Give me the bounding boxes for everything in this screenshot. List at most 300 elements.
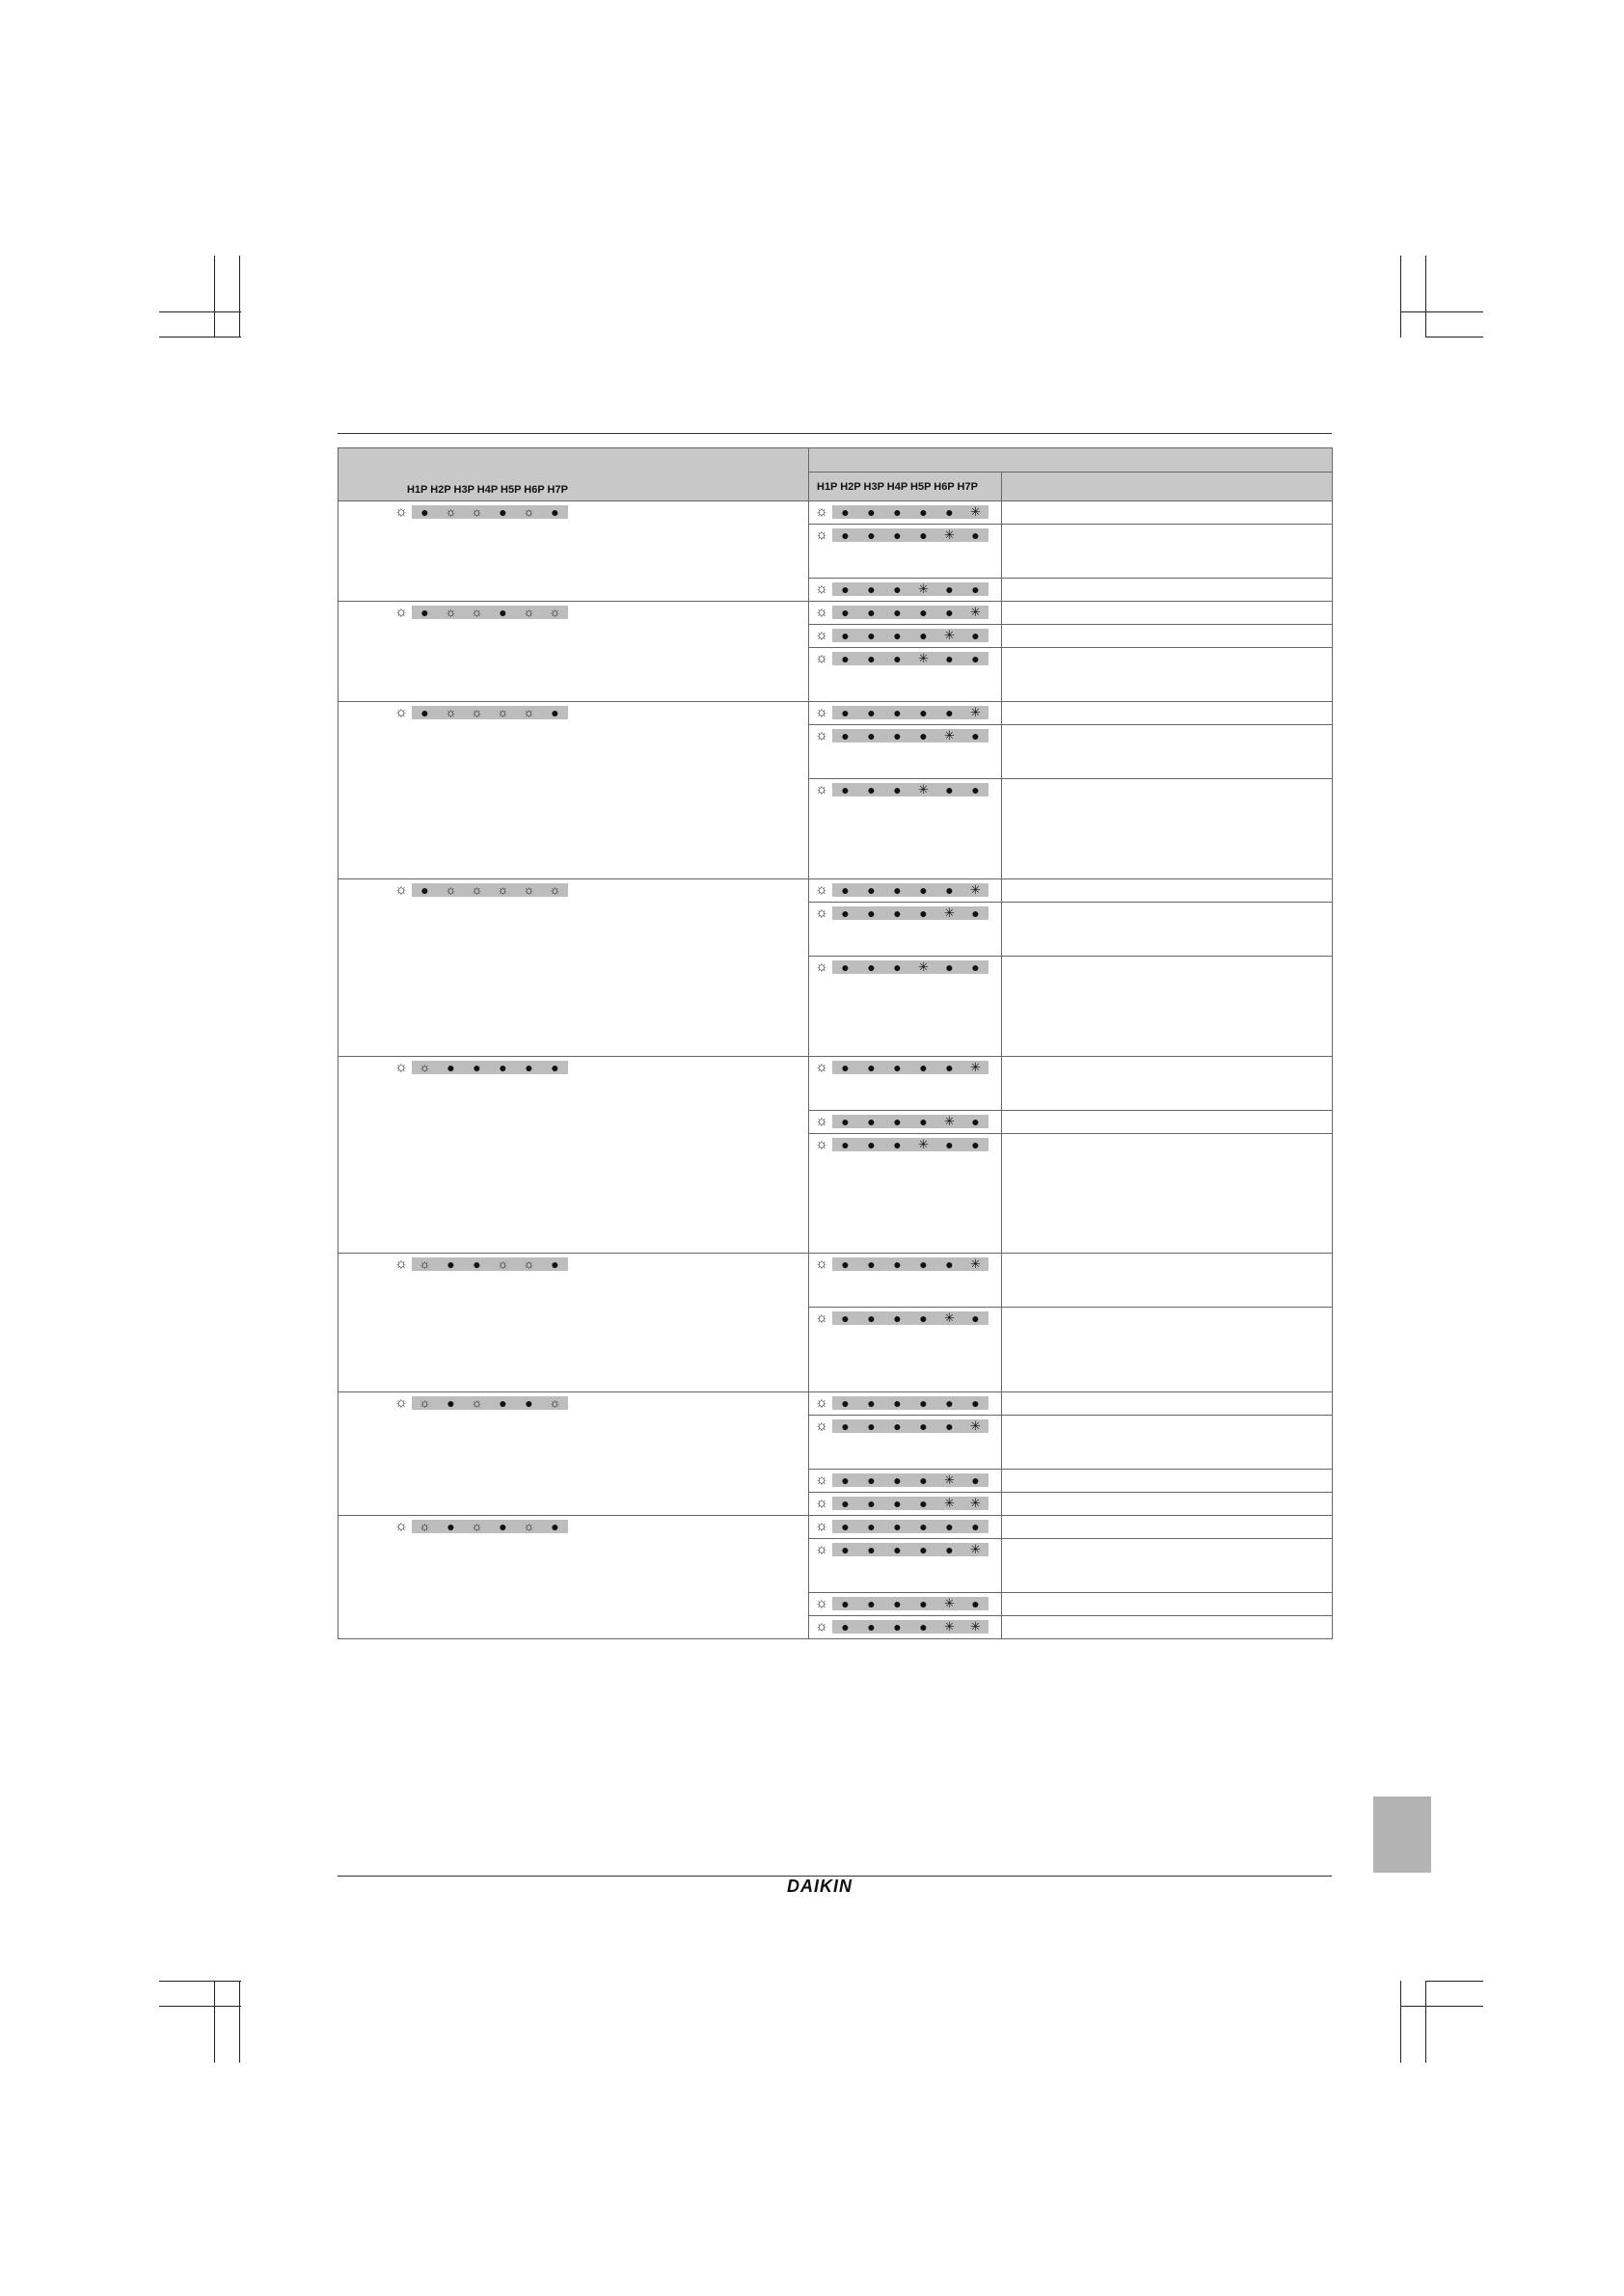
led-pattern — [338, 606, 808, 619]
dot-icon: ● — [945, 581, 954, 597]
description-cell — [1002, 625, 1333, 648]
main-led-cell — [338, 602, 809, 702]
flash-icon: ✳ — [944, 628, 955, 642]
sun-icon: ☼ — [394, 1059, 408, 1075]
led-bar — [412, 1061, 568, 1074]
led-bar — [412, 1396, 568, 1410]
flash-icon: ✳ — [944, 527, 955, 542]
flash-icon: ✳ — [970, 605, 981, 619]
sub-led-cell — [809, 1616, 1002, 1639]
led-pattern — [338, 883, 808, 897]
led-bar — [832, 783, 988, 797]
sun-icon: ☼ — [815, 627, 828, 643]
dot-icon: ● — [841, 905, 850, 921]
flash-icon: ✳ — [970, 1619, 981, 1634]
crop-mark — [1400, 256, 1401, 338]
dot-icon: ● — [945, 504, 954, 520]
dot-icon: ● — [919, 527, 928, 543]
dot-icon: ● — [971, 959, 980, 975]
flash-icon: ✳ — [918, 959, 929, 974]
dot-icon: ● — [841, 504, 850, 520]
led-bar — [832, 1061, 988, 1074]
description-cell — [1002, 1539, 1333, 1593]
dot-icon: ● — [841, 882, 850, 898]
flash-icon: ✳ — [944, 1619, 955, 1634]
dot-icon: ● — [945, 782, 954, 797]
sun-icon: ☼ — [523, 705, 535, 719]
description-cell — [1002, 1057, 1333, 1111]
led-bar — [832, 1497, 988, 1510]
sun-icon: ☼ — [815, 650, 828, 666]
led-pattern — [809, 1061, 1001, 1074]
dot-icon: ● — [971, 581, 980, 597]
led-pattern — [809, 1311, 1001, 1325]
crop-mark — [1425, 256, 1426, 338]
description-cell — [1002, 702, 1333, 725]
dot-icon: ● — [893, 1542, 902, 1557]
dot-icon: ● — [499, 504, 507, 520]
dot-icon: ● — [971, 905, 980, 921]
dot-icon: ● — [551, 1256, 559, 1272]
led-bar — [412, 1257, 568, 1271]
dot-icon: ● — [919, 1114, 928, 1129]
flash-icon: ✳ — [944, 905, 955, 920]
sun-icon: ☼ — [815, 604, 828, 620]
dot-icon: ● — [841, 1519, 850, 1534]
led-pattern — [809, 960, 1001, 974]
crop-mark — [1400, 311, 1483, 312]
dot-icon: ● — [893, 1596, 902, 1611]
sun-icon: ☼ — [394, 704, 408, 720]
led-pattern — [809, 582, 1001, 596]
led-bar — [832, 883, 988, 897]
flash-icon: ✳ — [918, 651, 929, 665]
dot-icon: ● — [893, 1519, 902, 1534]
dot-icon: ● — [919, 504, 928, 520]
led-bar — [412, 883, 568, 897]
dot-icon: ● — [867, 959, 876, 975]
sun-icon: ☼ — [815, 1618, 828, 1634]
led-bar — [832, 729, 988, 743]
flash-icon: ✳ — [970, 882, 981, 897]
crop-mark — [1400, 1981, 1401, 2063]
dot-icon: ● — [893, 882, 902, 898]
description-cell — [1002, 1134, 1333, 1254]
led-pattern — [809, 1620, 1001, 1634]
sun-icon: ☼ — [549, 882, 561, 897]
dot-icon: ● — [893, 605, 902, 620]
dot-icon: ● — [841, 728, 850, 743]
table-row — [338, 1057, 1333, 1111]
dot-icon: ● — [971, 628, 980, 643]
led-pattern — [809, 1419, 1001, 1433]
sun-icon: ☼ — [471, 882, 483, 897]
sun-icon: ☼ — [815, 727, 828, 743]
sun-icon: ☼ — [549, 605, 561, 619]
daikin-logo: DAIKIN — [787, 1877, 853, 1896]
dot-icon: ● — [841, 605, 850, 620]
dot-icon: ● — [893, 527, 902, 543]
sun-icon: ☼ — [445, 705, 457, 719]
crop-mark — [239, 1981, 240, 2063]
led-labels-sub: H1P H2P H3P H4P H5P H6P H7P — [817, 480, 978, 493]
led-status-table — [338, 447, 1333, 1639]
dot-icon: ● — [841, 628, 850, 643]
dot-icon: ● — [919, 1619, 928, 1634]
crop-mark — [214, 256, 215, 338]
led-pattern — [338, 1257, 808, 1271]
sun-icon: ☼ — [523, 504, 535, 519]
dot-icon: ● — [841, 1060, 850, 1075]
crop-mark — [1425, 1981, 1426, 2063]
sub-led-cell — [809, 903, 1002, 957]
dot-icon: ● — [893, 651, 902, 666]
dot-icon: ● — [420, 504, 429, 520]
crop-mark — [1425, 337, 1483, 338]
sun-icon: ☼ — [419, 1519, 431, 1533]
dot-icon: ● — [919, 1418, 928, 1434]
dot-icon: ● — [867, 1542, 876, 1557]
led-bar — [832, 505, 988, 519]
dot-icon: ● — [841, 1114, 850, 1129]
dot-icon: ● — [447, 1519, 455, 1534]
sub-led-cell — [809, 1308, 1002, 1392]
dot-icon: ● — [867, 628, 876, 643]
sun-icon: ☼ — [394, 1394, 408, 1411]
dot-icon: ● — [893, 1060, 902, 1075]
dot-icon: ● — [919, 882, 928, 898]
dot-icon: ● — [919, 728, 928, 743]
table-row — [338, 879, 1333, 903]
description-cell — [1002, 779, 1333, 879]
dot-icon: ● — [420, 882, 429, 898]
dot-icon: ● — [893, 1619, 902, 1634]
led-pattern — [338, 1396, 808, 1410]
table-row — [338, 1392, 1333, 1416]
dot-icon: ● — [841, 1310, 850, 1326]
dot-icon: ● — [971, 1596, 980, 1611]
led-bar — [832, 1520, 988, 1533]
dot-icon: ● — [945, 1542, 954, 1557]
description-cell — [1002, 1616, 1333, 1639]
led-pattern — [809, 706, 1001, 719]
sun-icon: ☼ — [815, 1495, 828, 1511]
sun-icon: ☼ — [523, 1256, 535, 1271]
sun-icon: ☼ — [549, 1395, 561, 1410]
sun-icon: ☼ — [815, 704, 828, 720]
dot-icon: ● — [919, 605, 928, 620]
sun-icon: ☼ — [815, 1472, 828, 1488]
sub-led-cell — [809, 1593, 1002, 1616]
dot-icon: ● — [841, 1496, 850, 1511]
dot-icon: ● — [551, 705, 559, 720]
led-bar — [412, 606, 568, 619]
led-bar — [412, 505, 568, 519]
dot-icon: ● — [893, 705, 902, 720]
dot-icon: ● — [945, 1418, 954, 1434]
crop-mark — [159, 2006, 241, 2007]
sun-icon: ☼ — [497, 882, 509, 897]
sun-icon: ☼ — [471, 1519, 483, 1533]
table-row — [338, 702, 1333, 725]
led-bar — [412, 1520, 568, 1533]
chapter-tab — [1373, 1796, 1431, 1873]
sun-icon: ☼ — [471, 705, 483, 719]
dot-icon: ● — [867, 882, 876, 898]
sun-icon: ☼ — [445, 882, 457, 897]
dot-icon: ● — [473, 1060, 481, 1075]
led-pattern — [809, 883, 1001, 897]
led-pattern — [809, 906, 1001, 920]
flash-icon: ✳ — [944, 1310, 955, 1325]
flash-icon: ✳ — [970, 1542, 981, 1556]
flash-icon: ✳ — [944, 1472, 955, 1487]
led-bar — [832, 1138, 988, 1151]
sub-led-cell — [809, 1254, 1002, 1308]
led-pattern — [338, 505, 808, 519]
dot-icon: ● — [945, 705, 954, 720]
led-labels-main: H1P H2P H3P H4P H5P H6P H7P — [407, 484, 568, 496]
dot-icon: ● — [919, 1496, 928, 1511]
dot-icon: ● — [841, 1542, 850, 1557]
dot-icon: ● — [867, 1256, 876, 1272]
led-bar — [832, 960, 988, 974]
sun-icon: ☼ — [815, 1113, 828, 1129]
sun-icon: ☼ — [815, 1595, 828, 1611]
dot-icon: ● — [841, 1137, 850, 1152]
led-bar — [832, 606, 988, 619]
dot-icon: ● — [420, 605, 429, 620]
flash-icon: ✳ — [970, 1418, 981, 1433]
dot-icon: ● — [867, 527, 876, 543]
sub-led-cell — [809, 1111, 1002, 1134]
led-bar — [832, 1257, 988, 1271]
description-cell — [1002, 501, 1333, 525]
led-pattern — [809, 1138, 1001, 1151]
dot-icon: ● — [919, 628, 928, 643]
description-cell — [1002, 1516, 1333, 1539]
dot-icon: ● — [919, 1472, 928, 1488]
sun-icon: ☼ — [815, 959, 828, 975]
main-led-header — [338, 448, 809, 501]
dot-icon: ● — [867, 782, 876, 797]
dot-icon: ● — [551, 1519, 559, 1534]
led-bar — [832, 652, 988, 665]
dot-icon: ● — [893, 1496, 902, 1511]
sub-led-cell — [809, 1516, 1002, 1539]
description-cell — [1002, 602, 1333, 625]
dot-icon: ● — [945, 1519, 954, 1534]
main-led-cell — [338, 501, 809, 602]
sun-icon: ☼ — [815, 1310, 828, 1326]
led-bar — [832, 1473, 988, 1487]
led-pattern — [809, 783, 1001, 797]
header-rule — [338, 433, 1332, 434]
dot-icon: ● — [841, 1418, 850, 1434]
dot-icon: ● — [867, 1519, 876, 1534]
description-cell — [1002, 1308, 1333, 1392]
dot-icon: ● — [893, 1137, 902, 1152]
dot-icon: ● — [867, 1310, 876, 1326]
dot-icon: ● — [919, 1519, 928, 1534]
dot-icon: ● — [867, 1472, 876, 1488]
flash-icon: ✳ — [918, 782, 929, 797]
sun-icon: ☼ — [815, 527, 828, 543]
led-pattern — [809, 1497, 1001, 1510]
dot-icon: ● — [867, 1137, 876, 1152]
dot-icon: ● — [867, 1114, 876, 1129]
crop-mark — [159, 311, 241, 312]
dot-icon: ● — [945, 605, 954, 620]
dot-icon: ● — [841, 705, 850, 720]
led-pattern — [809, 505, 1001, 519]
led-bar — [832, 629, 988, 642]
dot-icon: ● — [919, 905, 928, 921]
dot-icon: ● — [893, 905, 902, 921]
dot-icon: ● — [893, 1472, 902, 1488]
description-cell — [1002, 1593, 1333, 1616]
sun-icon: ☼ — [815, 881, 828, 898]
sub-led-cell — [809, 648, 1002, 702]
led-pattern — [809, 1257, 1001, 1271]
dot-icon: ● — [919, 1310, 928, 1326]
dot-icon: ● — [447, 1395, 455, 1411]
main-led-cell — [338, 1516, 809, 1639]
flash-icon: ✳ — [944, 1496, 955, 1510]
flash-icon: ✳ — [970, 1060, 981, 1074]
sun-icon: ☼ — [815, 503, 828, 520]
sub-led-header-top — [809, 448, 1333, 473]
description-cell — [1002, 1493, 1333, 1516]
dot-icon: ● — [841, 1619, 850, 1634]
main-led-cell — [338, 1254, 809, 1392]
sun-icon: ☼ — [394, 881, 408, 898]
sun-icon: ☼ — [815, 1541, 828, 1557]
dot-icon: ● — [841, 527, 850, 543]
dot-icon: ● — [867, 1596, 876, 1611]
led-pattern — [338, 1061, 808, 1074]
dot-icon: ● — [971, 1519, 980, 1534]
dot-icon: ● — [919, 1395, 928, 1411]
dot-icon: ● — [971, 1114, 980, 1129]
led-bar — [832, 906, 988, 920]
sun-icon: ☼ — [815, 905, 828, 921]
description-header — [1002, 473, 1333, 501]
dot-icon: ● — [893, 959, 902, 975]
dot-icon: ● — [841, 959, 850, 975]
led-pattern — [338, 1520, 808, 1533]
description-cell — [1002, 1111, 1333, 1134]
dot-icon: ● — [919, 1542, 928, 1557]
crop-mark — [159, 1981, 241, 1982]
led-pattern — [809, 629, 1001, 642]
description-cell — [1002, 903, 1333, 957]
sub-led-cell — [809, 1416, 1002, 1470]
sub-led-cell — [809, 1057, 1002, 1111]
dot-icon: ● — [867, 581, 876, 597]
sun-icon: ☼ — [815, 1418, 828, 1434]
led-bar — [832, 1620, 988, 1634]
description-cell — [1002, 1254, 1333, 1308]
sun-icon: ☼ — [815, 1518, 828, 1534]
flash-icon: ✳ — [970, 1256, 981, 1271]
dot-icon: ● — [867, 651, 876, 666]
dot-icon: ● — [945, 1395, 954, 1411]
led-bar — [832, 1311, 988, 1325]
sub-led-cell — [809, 602, 1002, 625]
sub-led-cell — [809, 1539, 1002, 1593]
dot-icon: ● — [551, 1060, 559, 1075]
sub-led-cell — [809, 525, 1002, 579]
dot-icon: ● — [420, 705, 429, 720]
sun-icon: ☼ — [815, 581, 828, 597]
dot-icon: ● — [841, 1596, 850, 1611]
main-led-cell — [338, 1057, 809, 1254]
description-cell — [1002, 725, 1333, 779]
flash-icon: ✳ — [970, 705, 981, 719]
dot-icon: ● — [971, 1472, 980, 1488]
description-cell — [1002, 879, 1333, 903]
led-pattern — [809, 606, 1001, 619]
dot-icon: ● — [971, 728, 980, 743]
dot-icon: ● — [867, 728, 876, 743]
dot-icon: ● — [945, 959, 954, 975]
sun-icon: ☼ — [419, 1395, 431, 1410]
led-pattern — [809, 1115, 1001, 1128]
led-bar — [832, 528, 988, 542]
sun-icon: ☼ — [815, 781, 828, 797]
led-bar — [832, 1597, 988, 1610]
sun-icon: ☼ — [815, 1394, 828, 1411]
led-pattern — [809, 1520, 1001, 1533]
description-cell — [1002, 525, 1333, 579]
sun-icon: ☼ — [445, 605, 457, 619]
main-led-cell — [338, 702, 809, 879]
sub-led-cell — [809, 725, 1002, 779]
table-row — [338, 1516, 1333, 1539]
led-bar — [832, 706, 988, 719]
crop-mark — [214, 1981, 215, 2063]
sub-led-cell — [809, 1392, 1002, 1416]
dot-icon: ● — [867, 1418, 876, 1434]
sun-icon: ☼ — [394, 604, 408, 620]
sun-icon: ☼ — [815, 1256, 828, 1272]
led-bar — [832, 1419, 988, 1433]
dot-icon: ● — [525, 1060, 533, 1075]
led-bar — [832, 1115, 988, 1128]
sub-led-header — [809, 473, 1002, 501]
sub-led-cell — [809, 957, 1002, 1057]
sub-led-cell — [809, 1470, 1002, 1493]
dot-icon: ● — [841, 1256, 850, 1272]
dot-icon: ● — [551, 504, 559, 520]
dot-icon: ● — [841, 782, 850, 797]
dot-icon: ● — [841, 651, 850, 666]
dot-icon: ● — [867, 905, 876, 921]
sun-icon: ☼ — [419, 1060, 431, 1074]
led-bar — [832, 582, 988, 596]
dot-icon: ● — [971, 527, 980, 543]
description-cell — [1002, 957, 1333, 1057]
dot-icon: ● — [893, 728, 902, 743]
dot-icon: ● — [867, 1395, 876, 1411]
dot-icon: ● — [919, 1596, 928, 1611]
led-bar — [832, 1396, 988, 1410]
main-led-cell — [338, 879, 809, 1057]
description-cell — [1002, 648, 1333, 702]
dot-icon: ● — [919, 705, 928, 720]
dot-icon: ● — [945, 1256, 954, 1272]
